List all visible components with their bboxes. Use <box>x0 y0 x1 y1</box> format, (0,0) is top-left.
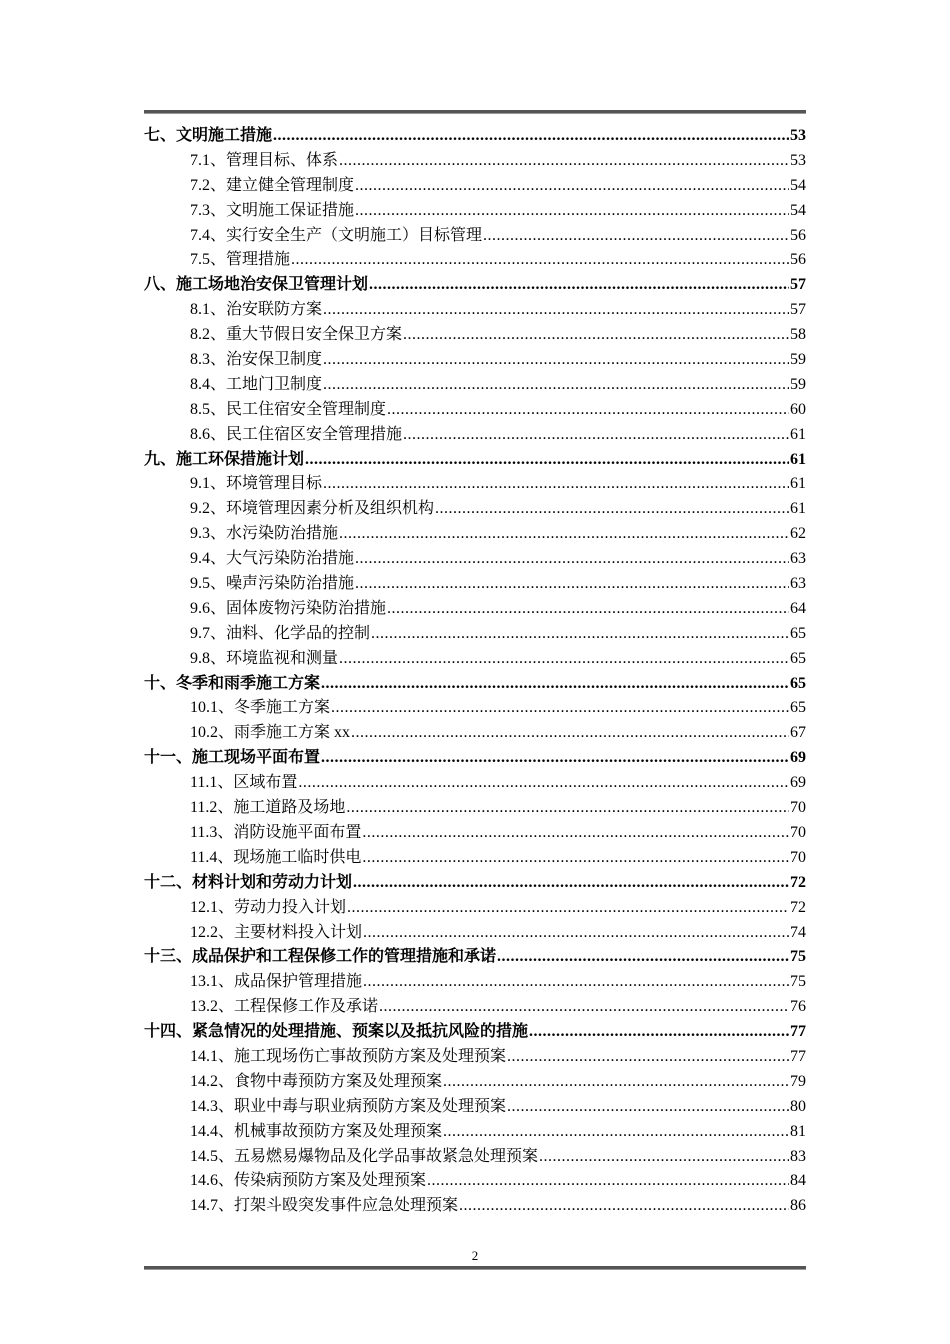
toc-entry-page: 54 <box>790 201 806 219</box>
toc-entry-page: 58 <box>790 326 806 344</box>
toc-entry-title: 8.3、治安保卫制度 <box>190 351 323 369</box>
toc-entry-title: 7.1、管理目标、体系 <box>190 151 339 169</box>
toc-entry-page: 80 <box>790 1097 806 1115</box>
toc-entry-page: 65 <box>790 649 806 667</box>
toc-dot-leader <box>339 149 789 174</box>
toc-section-entry[interactable] <box>144 472 806 497</box>
toc-dot-leader <box>362 821 789 846</box>
toc-entry-title: 8.4、工地门卫制度 <box>190 375 323 393</box>
toc-section-entry[interactable] <box>144 497 806 522</box>
toc-dot-leader <box>443 1070 789 1095</box>
toc-chapter-entry[interactable] <box>144 945 806 970</box>
toc-dot-leader <box>387 597 789 622</box>
toc-entry-page: 76 <box>790 998 806 1016</box>
toc-entry-page: 70 <box>790 823 806 841</box>
toc-chapter-entry[interactable] <box>144 871 806 896</box>
toc-section-entry[interactable] <box>144 1070 806 1095</box>
toc-entry-title: 十一、施工现场平面布置 <box>144 749 321 767</box>
toc-section-entry[interactable] <box>144 721 806 746</box>
toc-dot-leader <box>507 1095 789 1120</box>
toc-entry-title: 14.1、施工现场伤亡事故预防方案及处理预案 <box>190 1047 507 1065</box>
toc-section-entry[interactable] <box>144 224 806 249</box>
toc-dot-leader <box>291 248 789 273</box>
toc-entry-page: 61 <box>790 450 806 468</box>
toc-entry-title: 14.6、传染病预防方案及处理预案 <box>190 1172 427 1190</box>
toc-dot-leader <box>339 647 789 672</box>
toc-entry-title: 12.2、主要材料投入计划 <box>190 923 363 941</box>
toc-section-entry[interactable] <box>144 896 806 921</box>
toc-section-entry[interactable] <box>144 174 806 199</box>
toc-dot-leader <box>355 547 789 572</box>
toc-dot-leader <box>305 448 789 473</box>
toc-section-entry[interactable] <box>144 1045 806 1070</box>
toc-entry-title: 11.4、现场施工临时供电 <box>190 848 362 866</box>
toc-dot-leader <box>539 1145 789 1170</box>
toc-chapter-entry[interactable] <box>144 124 806 149</box>
toc-dot-leader <box>355 199 789 224</box>
toc-section-entry[interactable] <box>144 995 806 1020</box>
toc-entry-title: 7.4、实行安全生产（文明施工）目标管理 <box>190 226 483 244</box>
toc-dot-leader <box>379 995 789 1020</box>
toc-entry-page: 63 <box>790 550 806 568</box>
toc-entry-title: 9.6、固体废物污染防治措施 <box>190 599 387 617</box>
toc-dot-leader <box>403 423 789 448</box>
toc-chapter-entry[interactable] <box>144 746 806 771</box>
toc-entry-page: 65 <box>790 699 806 717</box>
toc-entry-page: 81 <box>790 1122 806 1140</box>
toc-section-entry[interactable] <box>144 248 806 273</box>
toc-dot-leader <box>403 323 789 348</box>
toc-entry-page: 77 <box>790 1047 806 1065</box>
toc-dot-leader <box>443 1120 789 1145</box>
toc-entry-page: 79 <box>790 1072 806 1090</box>
toc-entry-page: 65 <box>790 624 806 642</box>
toc-section-entry[interactable] <box>144 647 806 672</box>
toc-entry-page: 61 <box>790 425 806 443</box>
toc-entry-title: 9.5、噪声污染防治措施 <box>190 575 355 593</box>
toc-entry-title: 十四、紧急情况的处理措施、预案以及抵抗风险的措施 <box>144 1023 529 1041</box>
toc-entry-title: 14.4、机械事故预防方案及处理预案 <box>190 1122 443 1140</box>
toc-entry-page: 70 <box>790 799 806 817</box>
toc-dot-leader <box>298 771 789 796</box>
toc-entry-page: 53 <box>790 127 806 144</box>
toc-entry-page: 61 <box>790 475 806 493</box>
toc-dot-leader <box>483 224 789 249</box>
toc-entry-page: 56 <box>790 226 806 244</box>
toc-section-entry[interactable] <box>144 796 806 821</box>
toc-dot-leader <box>323 298 789 323</box>
toc-entry-title: 10.1、冬季施工方案 <box>190 699 331 717</box>
toc-entry-page: 70 <box>790 848 806 866</box>
toc-section-entry[interactable] <box>144 522 806 547</box>
toc-section-entry[interactable] <box>144 921 806 946</box>
toc-entry-title: 8.1、治安联防方案 <box>190 301 323 319</box>
toc-chapter-entry[interactable] <box>144 672 806 697</box>
toc-dot-leader <box>321 746 789 771</box>
toc-dot-leader <box>339 522 789 547</box>
toc-dot-leader <box>369 273 789 298</box>
toc-entry-page: 62 <box>790 525 806 543</box>
toc-chapter-entry[interactable] <box>144 273 806 298</box>
toc-dot-leader <box>346 796 789 821</box>
toc-entry-page: 60 <box>790 400 806 418</box>
toc-entry-title: 8.6、民工住宿区安全管理措施 <box>190 425 403 443</box>
toc-entry-title: 14.2、食物中毒预防方案及处理预案 <box>190 1072 443 1090</box>
table-of-contents <box>144 124 806 1219</box>
toc-section-entry[interactable] <box>144 572 806 597</box>
toc-dot-leader <box>321 672 789 697</box>
toc-entry-title: 十二、材料计划和劳动力计划 <box>144 873 353 891</box>
toc-dot-leader <box>363 970 789 995</box>
toc-section-entry[interactable] <box>144 149 806 174</box>
toc-entry-page: 65 <box>790 674 806 692</box>
toc-section-entry[interactable] <box>144 1095 806 1120</box>
toc-entry-title: 7.3、文明施工保证措施 <box>190 201 355 219</box>
toc-dot-leader <box>351 721 789 746</box>
toc-entry-page: 63 <box>790 575 806 593</box>
toc-entry-page: 59 <box>790 351 806 369</box>
toc-entry-page: 74 <box>790 923 806 941</box>
toc-entry-title: 13.2、工程保修工作及承诺 <box>190 998 379 1016</box>
toc-section-entry[interactable] <box>144 1169 806 1194</box>
toc-section-entry[interactable] <box>144 547 806 572</box>
toc-entry-title: 9.3、水污染防治措施 <box>190 525 339 543</box>
toc-section-entry[interactable] <box>144 696 806 721</box>
toc-section-entry[interactable] <box>144 622 806 647</box>
toc-dot-leader <box>323 373 789 398</box>
toc-dot-leader <box>331 696 789 721</box>
toc-dot-leader <box>362 846 789 871</box>
toc-section-entry[interactable] <box>144 199 806 224</box>
toc-dot-leader <box>371 622 789 647</box>
toc-entry-title: 13.1、成品保护管理措施 <box>190 973 363 991</box>
toc-section-entry[interactable] <box>144 821 806 846</box>
toc-entry-title: 9.1、环境管理目标 <box>190 475 323 493</box>
footer-rule <box>144 1266 806 1270</box>
toc-entry-title: 8.2、重大节假日安全保卫方案 <box>190 326 403 344</box>
header-rule <box>144 110 806 114</box>
toc-entry-page: 77 <box>790 1023 806 1041</box>
toc-dot-leader <box>323 472 789 497</box>
toc-dot-leader <box>497 945 789 970</box>
toc-entry-page: 53 <box>790 151 806 169</box>
toc-dot-leader <box>353 871 789 896</box>
toc-entry-page: 72 <box>790 873 806 891</box>
toc-dot-leader <box>347 896 789 921</box>
toc-entry-title: 11.2、施工道路及场地 <box>190 799 346 817</box>
toc-entry-title: 七、文明施工措施 <box>144 127 273 144</box>
toc-entry-title: 14.5、五易燃易爆物品及化学品事故紧急处理预案 <box>190 1147 539 1165</box>
page-number: 2 <box>471 1248 479 1263</box>
toc-dot-leader <box>427 1169 789 1194</box>
toc-section-entry[interactable] <box>144 1145 806 1170</box>
toc-section-entry[interactable] <box>144 348 806 373</box>
toc-entry-page: 84 <box>790 1172 806 1190</box>
toc-entry-page: 67 <box>790 724 806 742</box>
toc-section-entry[interactable] <box>144 846 806 871</box>
toc-dot-leader <box>355 572 789 597</box>
toc-entry-page: 54 <box>790 176 806 194</box>
toc-dot-leader <box>435 497 789 522</box>
toc-dot-leader <box>363 921 789 946</box>
toc-entry-title: 7.5、管理措施 <box>190 251 291 269</box>
toc-entry-page: 86 <box>790 1197 806 1215</box>
toc-section-entry[interactable] <box>144 597 806 622</box>
toc-entry-page: 69 <box>790 749 806 767</box>
toc-entry-title: 9.7、油料、化学品的控制 <box>190 624 371 642</box>
toc-dot-leader <box>323 348 789 373</box>
toc-entry-title: 11.3、消防设施平面布置 <box>190 823 362 841</box>
toc-section-entry[interactable] <box>144 373 806 398</box>
toc-entry-page: 83 <box>790 1147 806 1165</box>
toc-entry-page: 75 <box>790 948 806 966</box>
toc-entry-page: 69 <box>790 774 806 792</box>
toc-entry-title: 8.5、民工住宿安全管理制度 <box>190 400 387 418</box>
toc-entry-title: 11.1、区域布置 <box>190 774 298 792</box>
toc-entry-page: 64 <box>790 599 806 617</box>
toc-dot-leader <box>529 1020 789 1045</box>
toc-entry-title: 14.3、职业中毒与职业病预防方案及处理预案 <box>190 1097 507 1115</box>
toc-entry-title: 7.2、建立健全管理制度 <box>190 176 355 194</box>
toc-entry-title: 10.2、雨季施工方案 xx <box>190 724 351 742</box>
toc-entry-page: 61 <box>790 500 806 518</box>
toc-chapter-entry[interactable] <box>144 448 806 473</box>
toc-dot-leader <box>273 124 789 149</box>
toc-section-entry[interactable] <box>144 1120 806 1145</box>
toc-entry-page: 72 <box>790 898 806 916</box>
toc-section-entry[interactable] <box>144 398 806 423</box>
toc-dot-leader <box>355 174 789 199</box>
toc-entry-title: 八、施工场地治安保卫管理计划 <box>144 276 369 294</box>
toc-entry-page: 57 <box>790 301 806 319</box>
toc-section-entry[interactable] <box>144 423 806 448</box>
toc-entry-title: 十、冬季和雨季施工方案 <box>144 674 321 692</box>
toc-section-entry[interactable] <box>144 970 806 995</box>
toc-entry-title: 十三、成品保护和工程保修工作的管理措施和承诺 <box>144 948 497 966</box>
toc-section-entry[interactable] <box>144 1194 806 1219</box>
toc-entry-page: 75 <box>790 973 806 991</box>
toc-entry-title: 9.2、环境管理因素分析及组织机构 <box>190 500 435 518</box>
toc-section-entry[interactable] <box>144 771 806 796</box>
toc-entry-title: 12.1、劳动力投入计划 <box>190 898 347 916</box>
toc-dot-leader <box>507 1045 789 1070</box>
toc-entry-page: 57 <box>790 276 806 294</box>
toc-entry-title: 14.7、打架斗殴突发事件应急处理预案 <box>190 1197 459 1215</box>
toc-entry-title: 9.4、大气污染防治措施 <box>190 550 355 568</box>
toc-entry-page: 56 <box>790 251 806 269</box>
toc-entry-page: 59 <box>790 375 806 393</box>
toc-chapter-entry[interactable] <box>144 1020 806 1045</box>
toc-entry-title: 9.8、环境监视和测量 <box>190 649 339 667</box>
toc-section-entry[interactable] <box>144 298 806 323</box>
toc-dot-leader <box>459 1194 789 1219</box>
toc-entry-title: 九、施工环保措施计划 <box>144 450 305 468</box>
toc-dot-leader <box>387 398 789 423</box>
toc-section-entry[interactable] <box>144 323 806 348</box>
